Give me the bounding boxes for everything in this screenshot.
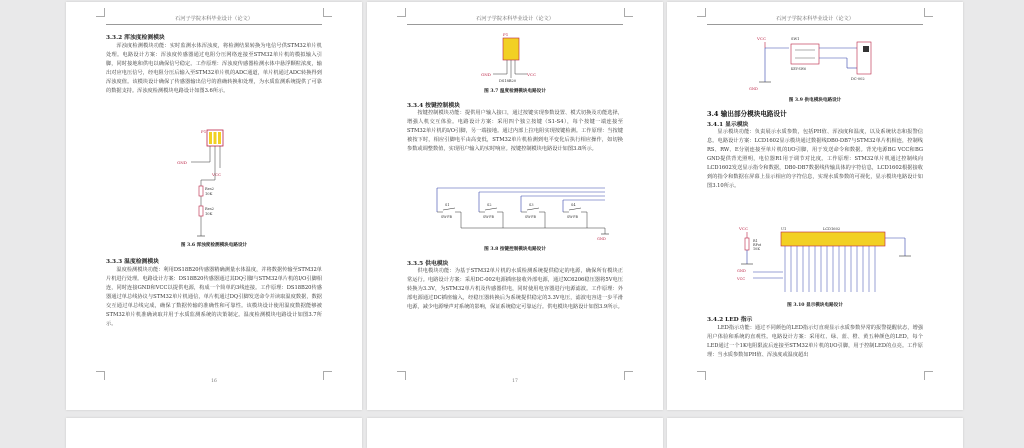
key-s1-label: S1 <box>445 203 450 207</box>
key-control-circuit-diagram <box>429 182 609 242</box>
key-s2-part: SW-PB <box>483 215 494 219</box>
key-s4-part: SW-PB <box>567 215 578 219</box>
page-number: 17 <box>512 379 518 384</box>
key-s3-part: SW-PB <box>525 215 536 219</box>
gnd-label: GND <box>749 87 758 91</box>
sw1-label: SW1 <box>791 37 800 41</box>
paragraph-keys: 按键控制模块功能：提供用户输入接口，通过按键实现参数设置、模式切换及功能选择，增强人机交互体验。电路设计方案：采用四个独立按键（S1-S4），每个按键一端连接至STM32单片机的I/O引脚，另一端接地。通过内部上拉电阻实现按键检测。工作原理：当按键被按下时，相应引脚电平由高变低，STM32单片机检测到电平变化后执行相应操作，如切换参数或调整数值，实现用户输入的实时响应。按键控制模块电路设计如图3.8所示。 <box>407 110 623 152</box>
section-heading-3-4: 3.4 输出部分模块电路设计 <box>707 110 787 118</box>
power-supply-circuit-diagram <box>747 28 887 94</box>
u1-label: U1 <box>781 227 787 231</box>
lcd-gnd-label: GND <box>737 269 746 273</box>
p1-label: P1 <box>503 32 509 37</box>
section-heading-3-4-1: 3.4.1 显示模块 <box>707 122 749 128</box>
vcc-label: VCC <box>212 172 222 177</box>
switch-part-label: KEY-SW6 <box>791 67 807 71</box>
gnd-label: GND <box>177 160 187 165</box>
page-number: 16 <box>211 379 217 384</box>
figure-3-7-caption: 图 3.7 温度检测模块电路设计 <box>484 89 546 94</box>
dc-jack-label: DC-002 <box>851 77 865 81</box>
pot-r1-label: R1 <box>753 239 758 243</box>
next-page-preview <box>66 418 362 448</box>
paragraph-temperature: 温度检测模块功能：利用DS18B20传感器精确测量水体温度，并将数据传输至STM32单片机进行处理。电路设计方案：DS18B20传感器通过其DQ引脚与STM32单片机的I/O引脚相连，同时连接GND和VCC以提供电源，构成一个简单的3线连接。工作原理：DS18B20传感器通过单总线协议与STM32单片机通信，单片机通过DQ引脚发送命令并读取温度数据，数据交互通过单总线完成，确保了数据传输的准确性和可靠性。该模块设计使用温度数据能够被STM32单片机准确读取并用于水质监测系统的决策制定。温度检测模块电路设计如图3.7所示。 <box>106 267 322 327</box>
document-page-16 <box>66 2 362 410</box>
document-page-18 <box>667 2 963 410</box>
resistor-2-label: Res2 <box>205 207 214 211</box>
sensor-part-label: DS18B20 <box>499 79 517 83</box>
crop-mark <box>624 8 633 17</box>
paragraph-turbidity: 浑浊度检测模块功能：实时监测水体浑浊度，将检测结果转换为电信号供STM32单片机处理。电路设计方案：浑浊度传感器通过电阻分压网络连接至STM32单片机的模拟输入引脚，同时接地和供电以确保信号稳定。工作原理：浑浊度传感器检测水体中悬浮颗粒浓度，输出对应电压信号，经电阻分压后输入至STM32单片机的ADC通道，单片机通过ADC转换得到浑浊度值。该模块设计确保了传感器输出信号的准确转换和处理，为水质监测系统提供了可靠的数据支持。浑浊度检测模块电路设计如图3.6所示。 <box>106 43 322 94</box>
pot-type-label: RPot <box>753 243 762 247</box>
paragraph-display: 显示模块功能：负责展示水质参数，包括PH值、浑浊度和温度，以及系统状态和报警信息。电路设计方案：LCD1602显示模块通过数据线DB0-DB7与STM32单片机相连，控制线RS、RW、E分别连接至单片机的I/O引脚，用于发送命令和数据。背光电源BG VCC和BG GND提供背光照明，电位器R1用于调节对比度。工作原理：STM32单片机通过控制线向LCD1602发送显示指令和数据，DB0-DB7数据线传输具体的字符信息，LCD1602根据接收到的指令和数据在屏幕上显示相应的字符信息，实现水质参数的可视化，显示模块电路设计如图3.10所示。 <box>707 129 923 189</box>
key-s4-label: S4 <box>571 203 576 207</box>
crop-mark <box>323 8 332 17</box>
section-heading-3-3-2: 3.3.2 浑浊度检测模块 <box>106 35 165 41</box>
running-header: 石河子学院本科毕业设计（论文） <box>407 15 623 25</box>
header-p1-label: P1 <box>201 129 207 134</box>
lcd-display-circuit-diagram <box>733 222 913 298</box>
lcd-vcc2-label: VCC <box>737 277 746 281</box>
key-s2-label: S2 <box>487 203 492 207</box>
paragraph-power: 供电模块功能：为基于STM32单片机的水质检测系统提供稳定的电源，确保所有模块正常运行。电路设计方案：采用DC-002电源插座接收外部电源，通过XC6206稳压器将5V电压转换为3.3V，为STM32单片机及传感器供电，同时使用电容器进行电源滤波。工作原理：外部电源通过DC插座输入，经稳压器转换后为系统提供稳定的3.3V电压，滤波电容进一步平滑电源，减少电源噪声对系统的影响，保证系统稳定可靠运行。供电模块电路设计如图3.9所示。 <box>407 268 623 310</box>
figure-3-8-caption: 图 3.8 按键控制模块电路设计 <box>484 247 546 252</box>
vcc-label: VCC <box>757 36 767 41</box>
vcc-label: VCC <box>527 72 537 77</box>
paragraph-led: LED指示功能：通过不同颜色的LED指示灯直观显示水质参数异常的报警提醒状态，增强用户体验和系统的直观性。电路设计方案：采用红、绿、蓝、橙、黄五种颜色的LED，每个LED通过一个1K电阻限流后连接至STM32单片机的I/O引脚，用于控制LED的点亮。工作原理：当水质参数如PH值、浑浊度或温度超出 <box>707 325 923 358</box>
gnd-label: GND <box>481 72 491 77</box>
crop-mark <box>924 371 933 380</box>
crop-mark <box>924 8 933 17</box>
gnd-label: GND <box>597 237 606 241</box>
crop-mark <box>397 8 406 17</box>
key-switch-s4 <box>563 203 587 219</box>
figure-3-6-caption: 图 3.6 浑浊度检测模块电路设计 <box>180 243 248 248</box>
key-s1-part: SW-PB <box>441 215 452 219</box>
figure-3-10-caption: 图 3.10 显示模块电路设计 <box>787 303 843 308</box>
key-switch-s1 <box>437 203 461 219</box>
running-header: 石河子学院本科毕业设计（论文） <box>707 15 923 25</box>
temperature-sensor-diagram <box>479 28 549 84</box>
resistor-1-value: 10K <box>205 192 213 196</box>
key-switch-s3 <box>521 203 545 219</box>
section-heading-3-3-3: 3.3.3 温度检测模块 <box>106 259 159 265</box>
next-page-preview <box>667 418 963 448</box>
figure-3-9-caption: 图 3.9 供电模块电路设计 <box>788 98 842 103</box>
crop-mark <box>697 371 706 380</box>
key-s3-label: S3 <box>529 203 534 207</box>
lcd-vcc-label: VCC <box>739 226 749 231</box>
key-switch-s2 <box>479 203 503 219</box>
document-page-17 <box>367 2 663 410</box>
resistor-1-label: Res2 <box>205 187 214 191</box>
resistor-2-value: 10K <box>205 212 213 216</box>
crop-mark <box>96 8 105 17</box>
turbidity-circuit-diagram <box>171 126 251 238</box>
pot-value-label: 10K <box>753 247 760 251</box>
section-heading-3-3-5: 3.3.5 供电模块 <box>407 261 449 267</box>
lcd-part-label: LCD1602 <box>823 227 841 231</box>
next-page-preview <box>367 418 663 448</box>
section-heading-3-4-2: 3.4.2 LED 指示 <box>707 317 753 323</box>
section-heading-3-3-4: 3.3.4 按键控制模块 <box>407 103 460 109</box>
running-header: 石河子学院本科毕业设计（论文） <box>106 15 322 25</box>
crop-mark <box>697 8 706 17</box>
